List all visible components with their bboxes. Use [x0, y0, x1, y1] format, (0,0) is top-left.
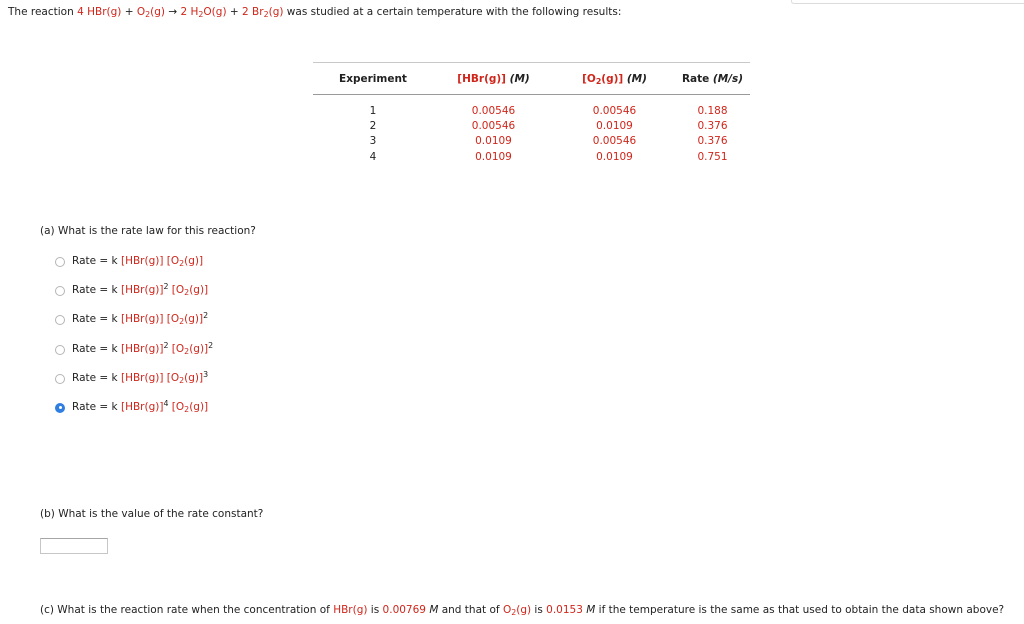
qc-hbr-concentration: 0.00769: [382, 604, 426, 616]
option-label: [72, 284, 208, 296]
o2-term: [167, 255, 203, 267]
o2-term: [167, 313, 203, 325]
hbr-term: [HBr(g)]: [120, 371, 164, 384]
header-o2-unit: (M): [626, 72, 647, 85]
o2-prefix: [O: [171, 342, 185, 355]
o2-subscript: 2: [179, 317, 185, 327]
qc-unit: M: [586, 604, 596, 616]
rate-prefix: Rate = k: [72, 371, 121, 384]
header-o2-subscript: 2: [595, 76, 602, 86]
o2-suffix: (g)]: [189, 342, 209, 355]
o2-suffix: (g)]: [189, 400, 209, 413]
window-corner-frame: [791, 0, 1024, 4]
cell-rate: 0.188: [697, 105, 728, 117]
qc-unit: M: [429, 604, 439, 616]
o2-subscript: 2: [179, 375, 185, 385]
o2-suffix: (g)]: [184, 255, 204, 267]
qc-o2-prefix: O: [502, 604, 512, 616]
cell-experiment: 2: [369, 120, 377, 133]
plus-sign: +: [226, 6, 243, 18]
o2-term: [172, 284, 208, 296]
question-a-text: (a) What is the rate law for this reaction?: [40, 225, 256, 237]
product-br2: [242, 6, 283, 18]
qc-part1: (c) What is the reaction rate when the concentration of: [40, 604, 334, 616]
rate-prefix: Rate = k: [72, 255, 121, 267]
o2-subscript: 2: [184, 288, 190, 298]
table-row: [313, 134, 750, 149]
qc-o2: [503, 604, 531, 616]
radio-button[interactable]: [55, 286, 65, 296]
intro-suffix: was studied at a certain temperature with the following results:: [283, 6, 622, 18]
header-o2-prefix: [O: [582, 72, 596, 85]
o2-symbol: O: [136, 6, 146, 18]
cell-rate: 0.376: [697, 135, 728, 148]
cell-o2: 0.0109: [596, 120, 633, 133]
qc-part5: if the temperature is the same as that used to obtain the data shown above?: [595, 604, 1005, 616]
h2o-prefix: 2 H: [180, 6, 199, 18]
reaction-intro: [8, 6, 621, 18]
o2-suffix: (g)]: [184, 371, 204, 384]
header-hbr-unit: (M): [509, 72, 530, 85]
rate-law-option[interactable]: [55, 398, 213, 430]
table-header-row: [313, 63, 750, 95]
option-label: [72, 255, 203, 267]
hbr-term: [HBr(g)]: [120, 313, 164, 326]
qc-part3: and that of: [438, 604, 503, 616]
cell-experiment: 4: [369, 150, 377, 163]
question-c-text: [40, 604, 1004, 616]
header-hbr: [433, 63, 554, 95]
question-b-text: (b) What is the value of the rate constant?: [40, 508, 264, 520]
o2-subscript: 2: [184, 346, 190, 356]
table-row: [313, 95, 750, 120]
header-o2: [554, 63, 675, 95]
header-rate: [675, 63, 750, 95]
o2-exponent: 3: [203, 369, 209, 379]
rate-law-option[interactable]: [55, 369, 213, 401]
cell-rate: 0.376: [697, 120, 728, 133]
br2-subscript: 2: [263, 10, 269, 19]
qc-part2: is: [367, 604, 383, 616]
rate-constant-input[interactable]: [40, 538, 108, 554]
o2-prefix: [O: [166, 371, 180, 384]
plus-sign: +: [121, 6, 137, 18]
option-label: [72, 313, 208, 325]
reactant-o2: [137, 6, 165, 18]
hbr-exponent: 4: [163, 398, 169, 408]
hbr-term: [HBr(g)]: [120, 400, 164, 413]
o2-term: [172, 401, 208, 413]
h2o-suffix: O(g): [203, 6, 227, 18]
qc-hbr: HBr(g): [333, 604, 368, 616]
o2-prefix: [O: [171, 400, 185, 413]
o2-subscript: 2: [184, 404, 190, 414]
cell-hbr: 0.00546: [471, 105, 516, 117]
cell-o2: 0.00546: [592, 105, 637, 117]
hbr-exponent: 2: [163, 340, 169, 350]
o2-state: (g): [150, 6, 165, 18]
rate-prefix: Rate = k: [72, 284, 121, 297]
rate-law-option[interactable]: [55, 255, 213, 284]
cell-rate: 0.751: [697, 150, 728, 163]
o2-term: [167, 372, 203, 384]
rate-law-option[interactable]: [55, 313, 213, 342]
o2-exponent: 2: [203, 311, 209, 321]
cell-hbr: 0.0109: [475, 135, 512, 148]
reactant-hbr: 4 HBr(g): [77, 6, 122, 18]
rate-law-option[interactable]: [55, 284, 213, 313]
header-rate-label: Rate: [681, 72, 710, 85]
rate-prefix: Rate = k: [72, 400, 121, 413]
reaction-arrow: →: [165, 6, 181, 18]
o2-term: [172, 343, 208, 355]
cell-o2: 0.00546: [592, 135, 637, 148]
header-rate-unit: (M/s): [712, 72, 744, 85]
qc-o2-suffix: (g): [516, 604, 532, 616]
experiment-data-table: [313, 62, 750, 165]
br2-prefix: 2 Br: [242, 6, 264, 18]
product-h2o: [180, 6, 226, 18]
o2-prefix: [O: [171, 284, 185, 297]
cell-o2: 0.0109: [596, 150, 633, 163]
option-label: [72, 369, 209, 385]
o2-subscript: 2: [145, 10, 151, 19]
table-row: [313, 150, 750, 165]
hbr-term: [HBr(g)]: [120, 342, 164, 355]
cell-hbr: 0.0109: [475, 150, 512, 163]
hbr-exponent: 2: [163, 282, 169, 292]
cell-experiment: 1: [369, 105, 377, 117]
table-row: [313, 119, 750, 134]
qc-o2-concentration: 0.0153: [546, 604, 583, 616]
qc-part4: is: [531, 604, 547, 616]
hbr-term: [HBr(g)]: [120, 284, 164, 297]
o2-suffix: (g)]: [184, 313, 204, 326]
radio-button[interactable]: [55, 315, 65, 325]
o2-prefix: [O: [166, 313, 180, 326]
radio-button[interactable]: [55, 403, 65, 413]
cell-hbr: 0.00546: [471, 120, 516, 133]
br2-suffix: (g): [268, 6, 284, 18]
option-label: [72, 340, 214, 356]
intro-prefix: The reaction: [8, 6, 78, 18]
rate-law-option[interactable]: [55, 340, 214, 372]
qc-o2-subscript: 2: [511, 608, 517, 617]
o2-prefix: [O: [166, 255, 180, 267]
o2-suffix: (g)]: [189, 284, 209, 297]
cell-experiment: 3: [369, 135, 377, 148]
option-label: [72, 398, 209, 414]
hbr-term: [HBr(g)]: [120, 255, 164, 267]
o2-subscript: 2: [179, 259, 185, 268]
h2o-subscript: 2: [198, 10, 204, 19]
radio-button[interactable]: [55, 345, 65, 355]
radio-button[interactable]: [55, 257, 65, 267]
radio-button[interactable]: [55, 374, 65, 384]
rate-prefix: Rate = k: [72, 342, 121, 355]
rate-prefix: Rate = k: [72, 313, 121, 326]
o2-exponent: 2: [208, 340, 214, 350]
header-hbr-label: [HBr(g)]: [457, 72, 506, 85]
header-experiment: Experiment: [313, 63, 433, 95]
header-o2-suffix: (g)]: [601, 72, 624, 85]
rate-law-options: [55, 255, 213, 430]
